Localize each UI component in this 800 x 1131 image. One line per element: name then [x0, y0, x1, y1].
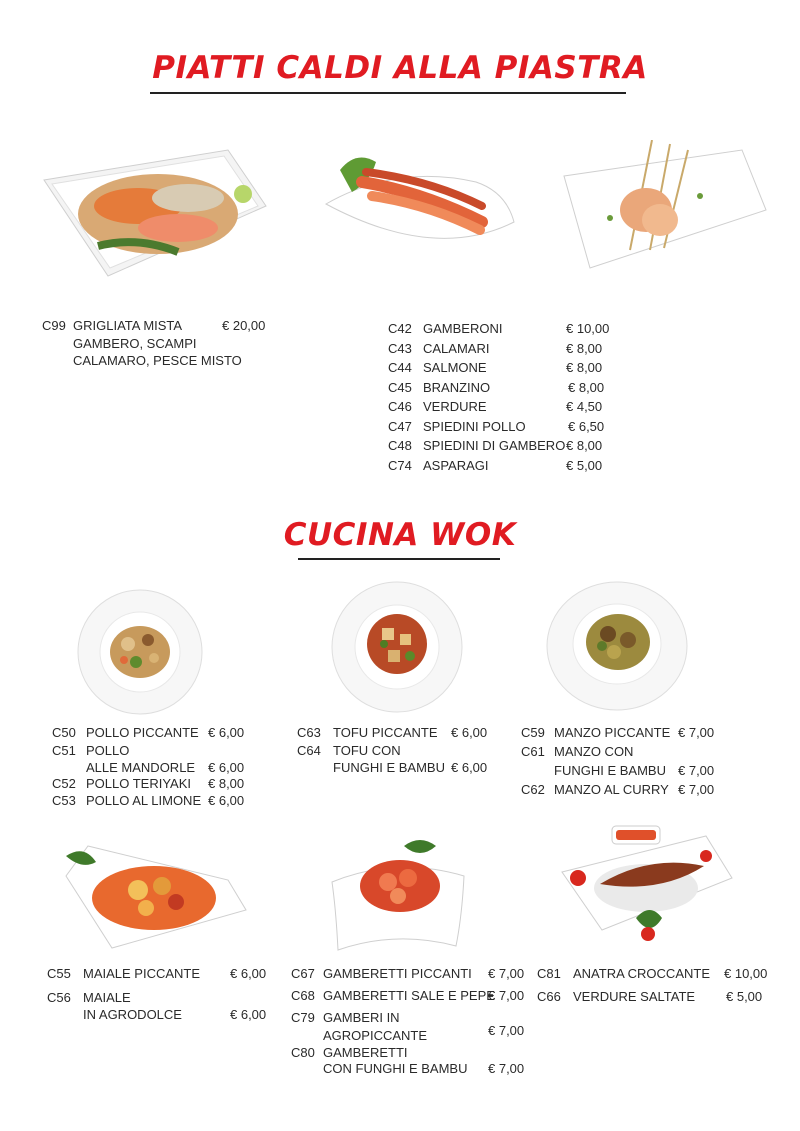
gamberoni-photo	[322, 142, 518, 266]
section-title-grill: PIATTI CALDI ALLA PIASTRA	[152, 50, 648, 86]
gamberetti-photo	[328, 832, 470, 952]
tofu-photo	[330, 580, 464, 714]
manzo-photo	[546, 580, 688, 712]
menu-item-c99-description: CALAMARO, PESCE MISTO	[73, 353, 242, 368]
grigliata-mista-photo	[38, 136, 270, 282]
title-underline	[298, 558, 500, 560]
title-underline	[150, 92, 626, 94]
maiale-agrodolce-photo	[58, 836, 250, 952]
anatra-croccante-photo	[556, 822, 736, 954]
pollo-photo	[76, 588, 204, 716]
spiedini-gambero-photo	[560, 140, 770, 274]
section-title-wok: CUCINA WOK	[283, 517, 517, 553]
menu-item-c99-description: GAMBERO, SCAMPI	[73, 336, 197, 351]
